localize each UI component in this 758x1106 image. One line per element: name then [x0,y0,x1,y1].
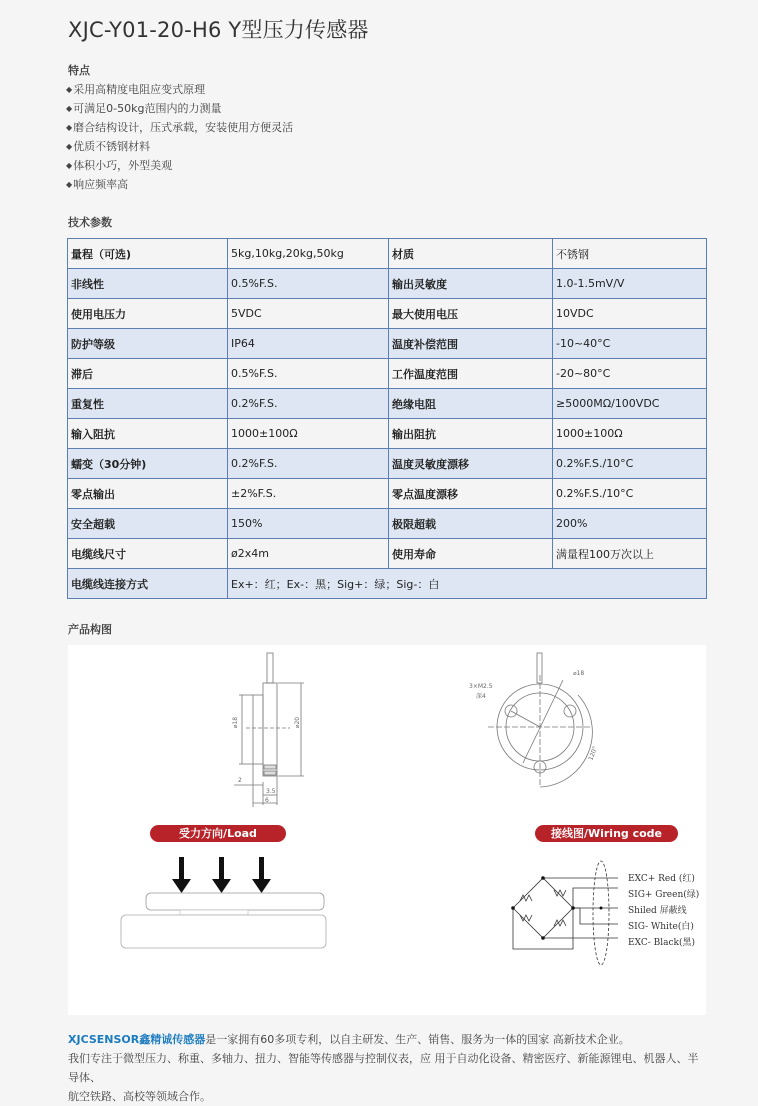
spec-value: ø2x4m [228,539,389,569]
dim-2: 2 [238,777,242,784]
feature-item [66,99,293,118]
spec-key: 最大使用电压 [389,299,553,329]
spec-key: 输出阻抗 [389,419,553,449]
spec-value: 1.0-1.5mV/V [553,269,707,299]
spec-key: 使用寿命 [389,539,553,569]
load-plate [146,893,324,910]
spec-key: 电缆线连接方式 [68,569,228,599]
spec-row [68,269,707,299]
spec-key: 使用电压力 [68,299,228,329]
feature-text: 体积小巧，外型美观 [73,159,173,172]
spec-value: -10~40°C [553,329,707,359]
spec-key: 绝缘电阻 [389,389,553,419]
spec-value: -20~80°C [553,359,707,389]
about-line-3: 航空铁路、高校等领域合作。 [68,1090,211,1103]
specs-heading: 技术参数 [68,216,112,229]
spec-key: 防护等级 [68,329,228,359]
diamond-bullet-icon: ◆ [66,104,73,113]
spec-row [68,419,707,449]
load-arrows [172,857,271,893]
spec-value: 10VDC [553,299,707,329]
wire-sig-minus: SIG- White(白) [628,922,694,932]
spec-value: 0.2%F.S./10°C [553,479,707,509]
spec-key: 量程（可选) [68,239,228,269]
spec-value: 0.2%F.S./10°C [553,449,707,479]
drawing-heading: 产品构图 [68,623,112,636]
side-boss [253,695,263,764]
spec-value: ≥5000MΩ/100VDC [553,389,707,419]
spec-key: 重复性 [68,389,228,419]
about-line-2: 我们专注于微型压力、称重、多轴力、扭力、智能等传感器与控制仪表，应 用于自动化设备、精密医疗、新能源锂电、机器人、半导体、 [68,1052,699,1084]
dim-d18-side: ⌀18 [232,716,240,729]
spec-value: Ex+：红；Ex-：黑；Sig+：绿；Sig-：白 [228,569,707,599]
wire-shield: Shiled 屏蔽线 [628,906,687,916]
company-about [68,1030,708,1106]
spec-value: 0.5%F.S. [228,359,389,389]
side-cable [267,653,273,683]
feature-item [66,118,293,137]
dim-angle: 120° [587,745,599,762]
spec-value: 150% [228,509,389,539]
spec-row [68,449,707,479]
wiring-diagram [513,861,618,965]
load-direction-label: 受力方向/Load direction [150,825,286,842]
spec-row [68,329,707,359]
spec-row [68,569,707,599]
spec-row [68,239,707,269]
feature-text: 优质不锈钢材料 [73,140,151,153]
spec-row [68,509,707,539]
feature-item [66,156,293,175]
spec-key: 蠕变（30分钟) [68,449,228,479]
side-body [263,683,277,776]
feature-text: 可满足0-50kg范围内的力测量 [73,102,222,115]
spec-value: 5VDC [228,299,389,329]
diamond-bullet-icon: ◆ [66,123,73,132]
dim-6: 6 [265,797,269,804]
brand-link[interactable]: XJCSENSOR鑫精诚传感器 [68,1033,206,1046]
product-drawing [68,645,706,1015]
spec-value: 0.2%F.S. [228,449,389,479]
spec-key: 材质 [389,239,553,269]
spec-key: 温度灵敏度漂移 [389,449,553,479]
wiring-code-label: 接线图/Wiring code [535,825,678,842]
spec-key: 安全超载 [68,509,228,539]
diamond-bullet-icon: ◆ [66,85,73,94]
spec-row [68,389,707,419]
diamond-bullet-icon: ◆ [66,180,73,189]
diamond-bullet-icon: ◆ [66,161,73,170]
dim-d20-side: ⌀20 [294,716,302,729]
spec-value: 不锈钢 [553,239,707,269]
spec-key: 输入阻抗 [68,419,228,449]
spec-value: 5kg,10kg,20kg,50kg [228,239,389,269]
about-text-1: 是一家拥有60多项专利，以自主研发、生产、销售、服务为一体的国家 高新技术企业。 [205,1033,630,1046]
dim-pcd: ⌀18 [573,670,585,677]
wire-exc-plus: EXC+ Red (红) [628,874,695,884]
spec-key: 零点温度漂移 [389,479,553,509]
spec-value: 0.2%F.S. [228,389,389,419]
spec-value: 满量程100万次以上 [553,539,707,569]
features-list [66,80,293,194]
feature-text: 采用高精度电阻应变式原理 [73,83,206,96]
wire-sig-plus: SIG+ Green(绿) [628,890,700,900]
spec-key: 滞后 [68,359,228,389]
feature-text: 响应频率高 [73,178,129,191]
spec-key: 极限超载 [389,509,553,539]
feature-item [66,80,293,99]
side-view [234,653,304,807]
dim-depth: 深4 [476,693,486,700]
dim-3-5: 3.5 [266,788,276,795]
spec-value: 0.5%F.S. [228,269,389,299]
spec-row [68,299,707,329]
feature-text: 磨合结构设计，压式承载，安装使用方便灵活 [73,121,294,134]
spec-key: 非线性 [68,269,228,299]
wire-exc-minus: EXC- Black(黑) [628,938,695,948]
load-illustration [121,857,326,948]
spec-key: 输出灵敏度 [389,269,553,299]
spec-key: 零点输出 [68,479,228,509]
spec-key: 电缆线尺寸 [68,539,228,569]
features-heading: 特点 [68,64,90,77]
feature-item [66,137,293,156]
spec-key: 工作温度范围 [389,359,553,389]
spec-value: IP64 [228,329,389,359]
spec-value: 1000±100Ω [228,419,389,449]
spec-value: ±2%F.S. [228,479,389,509]
about-line-1 [68,1030,708,1049]
page-title: XJC-Y01-20-H6 Y型压力传感器 [68,18,369,42]
dim-holes: 3×M2.5 [469,683,493,690]
spec-key: 温度补偿范围 [389,329,553,359]
spec-row [68,539,707,569]
spec-value: 200% [553,509,707,539]
load-base [121,915,326,948]
spec-table [67,238,707,599]
front-cable [537,653,542,683]
spec-row [68,359,707,389]
spec-row [68,479,707,509]
diamond-bullet-icon: ◆ [66,142,73,151]
feature-item [66,175,293,194]
spec-value: 1000±100Ω [553,419,707,449]
